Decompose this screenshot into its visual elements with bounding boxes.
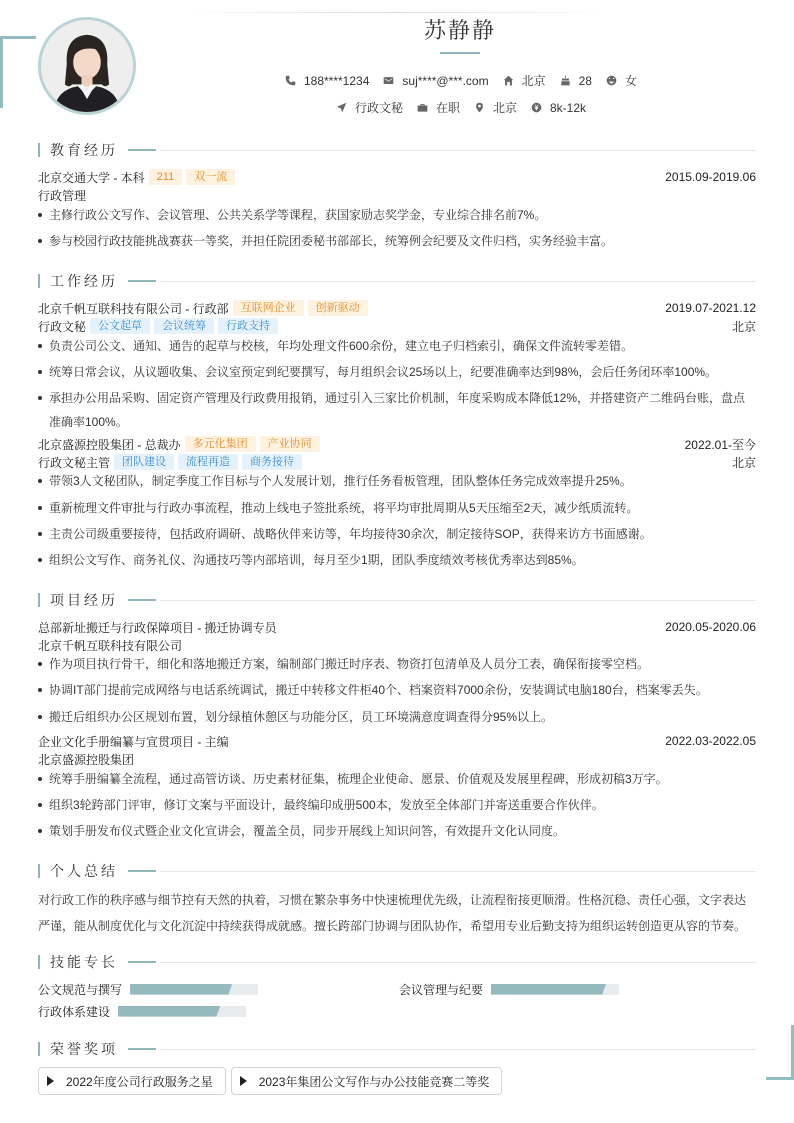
school-tag: 211	[149, 169, 183, 185]
section-title-text: 项目经历	[50, 592, 118, 608]
work-bullet: 承担办公用品采购、固定资产管理及行政费用报销，通过引入三家比价机制，年度采购成本降低12%，并搭建资产二维码台账，盘点准确率100%。	[38, 386, 756, 434]
briefcase-icon	[417, 102, 428, 113]
intention-row	[136, 99, 786, 116]
section-title-text: 荣誉奖项	[50, 1041, 118, 1057]
email-icon	[383, 75, 394, 86]
intention-city	[474, 99, 517, 116]
status-text: 在职	[435, 101, 460, 115]
project-period: 2020.05-2020.06	[665, 620, 756, 634]
role-tag: 商务接待	[242, 454, 302, 470]
role-tag: 行政支持	[218, 318, 278, 334]
skill-level-fill	[118, 1006, 220, 1017]
work-city: 北京	[731, 319, 756, 334]
section-title-education	[38, 140, 756, 160]
city-text: 北京	[521, 74, 546, 88]
work-company-row	[38, 435, 756, 453]
corner-decoration-bottom-right	[766, 1025, 794, 1080]
play-triangle-icon	[47, 1076, 54, 1086]
project-bullet: 协调IT部门提前完成网络与电话系统调试，搬迁中转移文件柜40个、档案资料7000余份，安装调试电脑180台，档案零丢失。	[38, 678, 756, 702]
salary-icon	[531, 102, 542, 113]
summary-paragraph: 对行政工作的秩序感与细节控有天然的执着，习惯在繁杂事务中快速梳理优先级，让流程衔接更顺滑。性格沉稳、责任心强，文字表达严谨，能从制度优化与文化沉淀中持续获得成就感。擅长跨部门协调与团队协作，希望用专业后勤支持为组织运转创造更从容的节奏。	[38, 893, 747, 933]
major-text: 行政管理	[38, 188, 87, 203]
section-title-awards	[38, 1039, 756, 1059]
play-triangle-icon	[240, 1076, 247, 1086]
intention-city-text: 北京	[492, 101, 517, 115]
position-text: 行政文秘	[354, 101, 403, 115]
project-title: 企业文化手册编纂与宣贯项目 - 主编	[38, 734, 229, 749]
contact-city	[503, 72, 546, 89]
intention-status	[417, 99, 460, 116]
skill-name: 行政体系建设	[38, 1004, 111, 1019]
school-tag: 双一流	[186, 169, 235, 185]
role-tag: 会议统筹	[154, 318, 214, 334]
project-org: 北京盛源控股集团	[38, 752, 135, 767]
work-bullet: 带领3人文秘团队，制定季度工作目标与个人发展计划，推行任务看板管理，团队整体任务完成效率提升25%。	[38, 469, 756, 493]
location-pin-icon	[474, 102, 485, 113]
skill-item	[38, 980, 258, 998]
section-title-skills	[38, 952, 756, 972]
work-bullet: 重新梳理文件审批与行政办事流程，推动上线电子签批系统，将平均审批周期从5天压缩至2天，减少纸质流转。	[38, 496, 756, 520]
age-text: 28	[578, 73, 592, 88]
company-tag: 多元化集团	[185, 436, 256, 452]
home-icon	[503, 75, 514, 86]
project-bullet: 搬迁后组织办公区规划布置，划分绿植休憩区与功能分区，员工环境满意度调查得分95%以上。	[38, 705, 756, 729]
candidate-name: 苏静静	[423, 18, 496, 43]
phone-text: 188****1234	[303, 73, 370, 88]
work-bullet: 组织公文写作、商务礼仪、沟通技巧等内部培训，每月至少1期，团队季度绩效考核优秀率达到85%。	[38, 548, 756, 572]
skill-name: 会议管理与纪要	[399, 982, 484, 997]
skill-name: 公文规范与撰写	[38, 982, 123, 997]
gender-icon	[606, 75, 617, 86]
skill-level-fill	[491, 984, 606, 995]
skill-item	[399, 980, 619, 998]
intention-salary	[531, 101, 586, 115]
send-icon	[336, 102, 347, 113]
name-underline	[440, 52, 480, 54]
contact-email	[383, 74, 488, 88]
cake-icon	[560, 75, 571, 86]
work-bullet: 主责公司级重要接待，包括政府调研、战略伙伴来访等，年均接待30余次，制定接待SOP，获得来访方书面感谢。	[38, 522, 756, 546]
skill-level-fill	[130, 984, 232, 995]
intention-position	[336, 99, 403, 116]
role-name: 行政文秘主管	[38, 455, 111, 470]
section-title-work	[38, 271, 756, 291]
project-title: 总部新址搬迁与行政保障项目 - 搬迁协调专员	[38, 620, 277, 635]
education-period: 2015.09-2019.06	[665, 170, 756, 184]
role-tag: 流程再造	[178, 454, 238, 470]
skill-item	[38, 1002, 246, 1020]
contact-gender	[606, 72, 637, 89]
project-bullet: 作为项目执行骨干，细化和落地搬迁方案，编制部门搬迁时序表、物资打包清单及人员分工表，确保衔接零空档。	[38, 652, 756, 676]
project-org-row	[38, 750, 756, 768]
project-period: 2022.03-2022.05	[665, 734, 756, 748]
role-tag: 团队建设	[114, 454, 174, 470]
skill-level-bar	[130, 984, 258, 995]
work-role-row	[38, 317, 756, 335]
contact-phone	[285, 74, 369, 88]
project-header	[38, 732, 756, 750]
corner-decoration-top-left	[0, 36, 36, 108]
awards-list	[38, 1067, 507, 1095]
education-header	[38, 168, 756, 186]
company-tag: 互联网企业	[233, 300, 304, 316]
company-name: 北京千帆互联科技有限公司 - 行政部	[38, 301, 229, 316]
work-period: 2019.07-2021.12	[665, 301, 756, 315]
section-title-summary	[38, 861, 756, 881]
company-tag: 创新驱动	[308, 300, 368, 316]
work-bullet: 统筹日常会议，从议题收集、会议室预定到纪要撰写，每月组织会议25场以上，纪要准确率达到98%，会后任务闭环率100%。	[38, 360, 756, 384]
work-company-row	[38, 299, 756, 317]
project-org: 北京千帆互联科技有限公司	[38, 638, 183, 653]
company-tag: 产业协同	[260, 436, 320, 452]
email-text: suj****@***.com	[402, 73, 489, 88]
award-text: 2022年度公司行政服务之星	[66, 1074, 213, 1089]
award-item	[231, 1067, 503, 1095]
skill-level-bar	[491, 984, 619, 995]
school-name: 北京交通大学 - 本科	[38, 170, 145, 185]
section-title-text: 技能专长	[50, 954, 118, 970]
project-bullet: 组织3轮跨部门评审，修订文案与平面设计，最终编印成册500本，发放至全体部门并寄送重要合作伙伴。	[38, 793, 756, 817]
salary-text: 8k-12k	[550, 100, 587, 115]
contact-row	[136, 72, 786, 89]
award-item	[38, 1067, 226, 1095]
contact-age	[560, 74, 592, 88]
award-text: 2023年集团公文写作与办公技能竞赛二等奖	[258, 1074, 490, 1089]
section-title-projects	[38, 590, 756, 610]
work-city: 北京	[731, 455, 756, 470]
project-bullet: 策划手册发布仪式暨企业文化宣讲会，覆盖全员，同步开展线上知识问答，有效提升文化认同度。	[38, 819, 756, 843]
header-divider	[180, 12, 610, 13]
section-title-text: 工作经历	[50, 273, 118, 289]
skill-level-bar	[118, 1006, 246, 1017]
gender-text: 女	[624, 74, 637, 88]
role-tag: 公文起草	[90, 318, 150, 334]
section-title-text: 教育经历	[50, 142, 118, 158]
work-period: 2022.01-至今	[684, 437, 756, 452]
education-bullet: 参与校园行政技能挑战赛获一等奖，并担任院团委秘书部部长，统筹例会纪要及文件归档，实务经验丰富。	[38, 229, 756, 253]
project-header	[38, 618, 756, 636]
education-bullet: 主修行政公文写作、会议管理、公共关系学等课程，获国家励志奖学金，专业综合排名前7%。	[38, 203, 756, 227]
education-major	[38, 186, 756, 204]
phone-icon	[285, 75, 296, 86]
work-bullet: 负责公司公文、通知、通告的起草与校核，年均处理文件600余份，建立电子归档索引，确保文件流转零差错。	[38, 334, 756, 358]
company-name: 北京盛源控股集团 - 总裁办	[38, 437, 181, 452]
section-title-text: 个人总结	[50, 863, 118, 879]
project-bullet: 统筹手册编纂全流程，通过高管访谈、历史素材征集，梳理企业使命、愿景、价值观及发展里程碑，形成初稿3万字。	[38, 767, 756, 791]
role-name: 行政文秘	[38, 319, 87, 334]
